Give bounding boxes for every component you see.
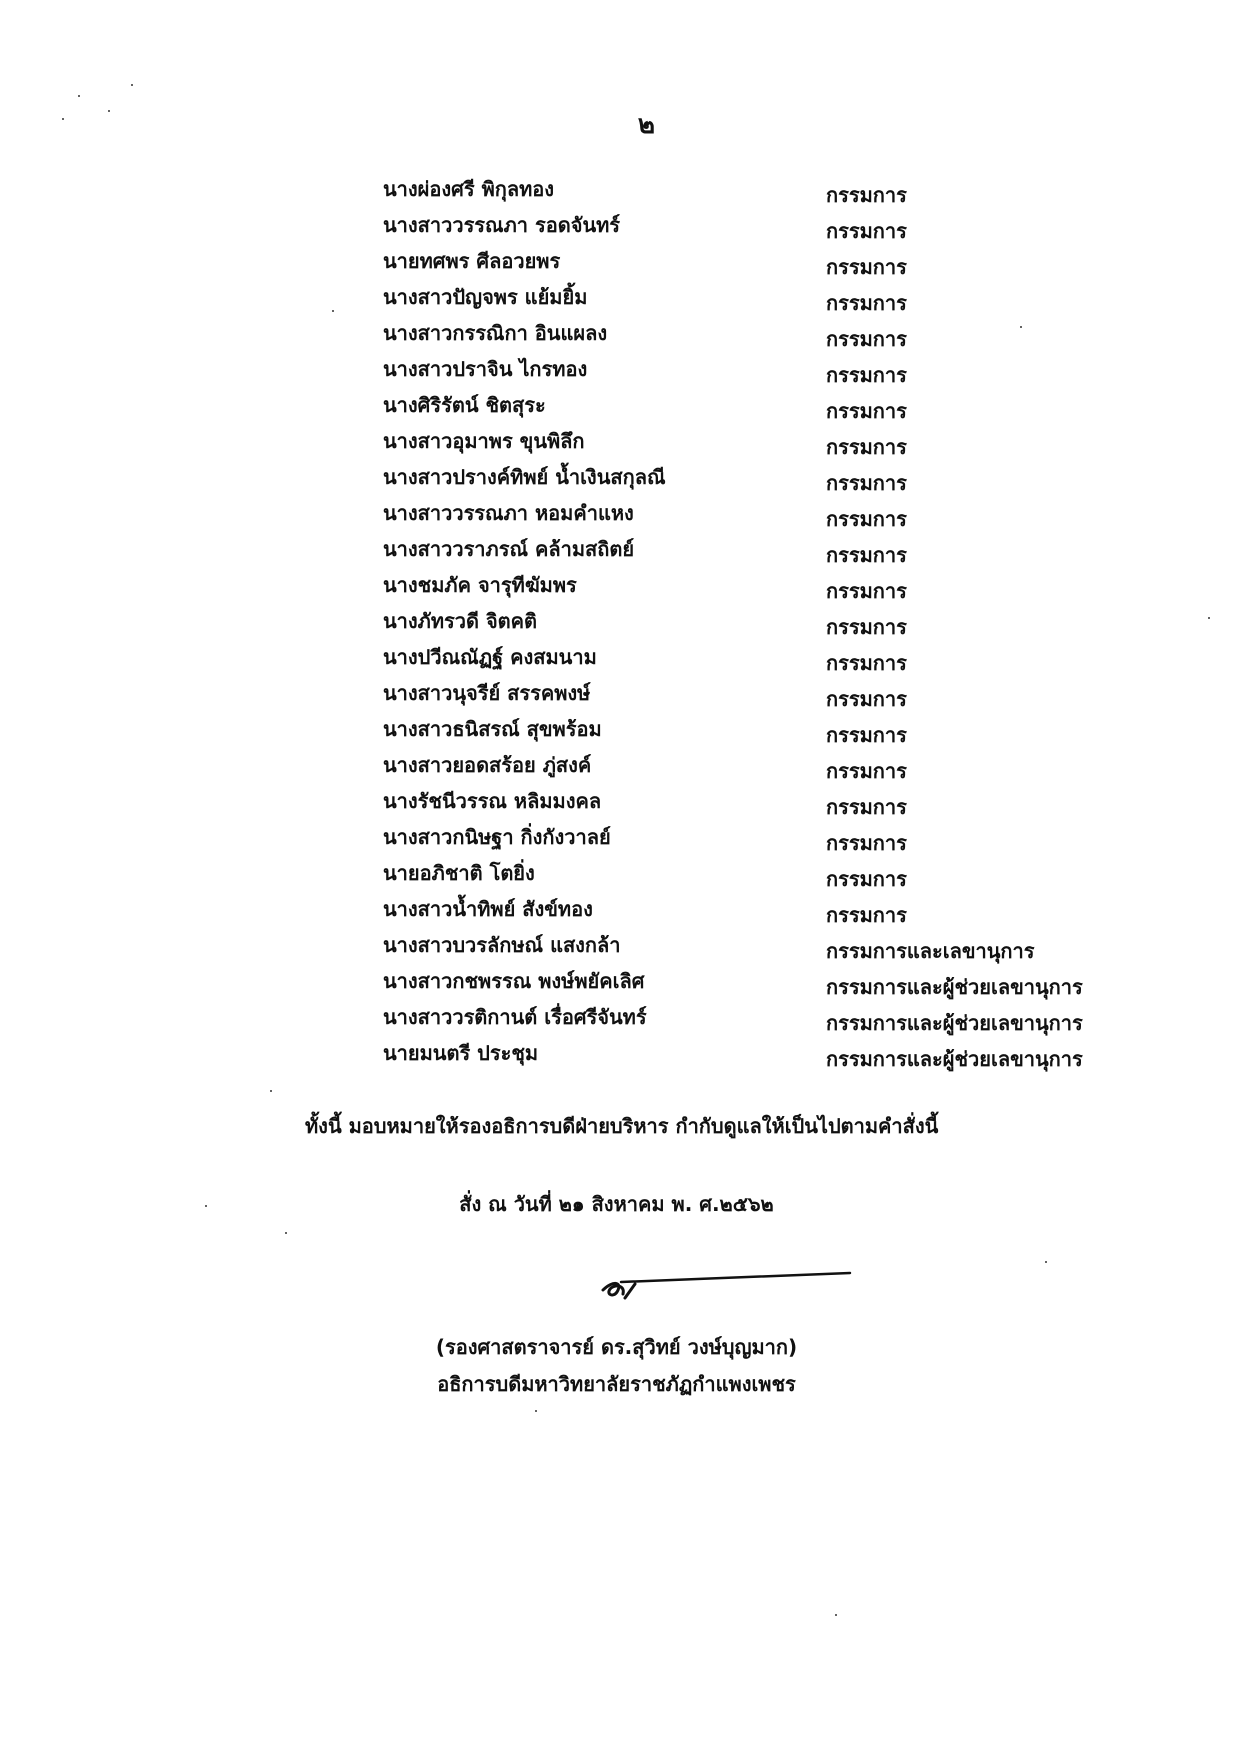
- committee-member-row: [0, 895, 1233, 931]
- member-name: นางผ่องศรี พิกุลทอง: [383, 177, 555, 201]
- scan-speck: [1208, 617, 1210, 619]
- member-role: กรรมการและผู้ช่วยเลขานุการ: [826, 975, 1083, 999]
- member-role: กรรมการ: [826, 471, 907, 495]
- member-role: กรรมการและเลขานุการ: [826, 939, 1035, 963]
- order-date: สั่ง ณ วันที่ ๒๑ สิงหาคม พ. ศ.๒๕๖๒: [459, 1192, 774, 1216]
- member-role: กรรมการ: [826, 435, 907, 459]
- scan-speck: [835, 1614, 837, 1616]
- member-name: นางศิริรัตน์ ชิตสุระ: [383, 393, 546, 417]
- member-name: นางสาววรติกานต์ เรื่อศรีจันทร์: [383, 1005, 647, 1029]
- committee-member-row: [0, 535, 1233, 571]
- assignment-statement: ทั้งนี้ มอบหมายให้รองอธิการบดีฝ่ายบริหาร กำกับดูแลให้เป็นไปตามคำสั่งนี้: [305, 1114, 939, 1138]
- member-role: กรรมการ: [826, 255, 907, 279]
- member-name: นางสาวปัญจพร แย้มยิ้ม: [383, 285, 588, 309]
- member-name: นายมนตรี ประชุม: [383, 1041, 539, 1065]
- member-role: กรรมการ: [826, 399, 907, 423]
- member-name: นางรัชนีวรรณ หลิมมงคล: [383, 789, 602, 813]
- scan-speck: [131, 84, 133, 86]
- committee-member-row: [0, 679, 1233, 715]
- scan-speck: [78, 95, 80, 97]
- member-name: นางสาวยอดสร้อย ภู่สงค์: [383, 753, 592, 777]
- member-role: กรรมการ: [826, 615, 907, 639]
- member-role: กรรมการ: [826, 543, 907, 567]
- member-name: นางสาวปรางค์ทิพย์ น้ำเงินสกุลณี: [383, 465, 666, 489]
- member-role: กรรมการ: [826, 327, 907, 351]
- member-name: นางสาวธนิสรณ์ สุขพร้อม: [383, 717, 602, 741]
- member-name: นางสาวกรรณิกา อินแผลง: [383, 321, 608, 345]
- committee-member-row: [0, 571, 1233, 607]
- committee-list: [0, 175, 1233, 1075]
- member-role: กรรมการ: [826, 219, 907, 243]
- member-role: กรรมการและผู้ช่วยเลขานุการ: [826, 1011, 1083, 1035]
- committee-member-row: [0, 715, 1233, 751]
- member-role: กรรมการ: [826, 183, 907, 207]
- member-name: นางสาวกชพรรณ พงษ์พยัคเลิศ: [383, 969, 645, 993]
- member-role: กรรมการ: [826, 579, 907, 603]
- committee-member-row: [0, 1039, 1233, 1075]
- committee-member-row: [0, 751, 1233, 787]
- member-name: นางสาวอุมาพร ขุนพิลึก: [383, 429, 585, 453]
- member-role: กรรมการและผู้ช่วยเลขานุการ: [826, 1047, 1083, 1071]
- committee-member-row: [0, 175, 1233, 211]
- committee-member-row: [0, 319, 1233, 355]
- committee-member-row: [0, 859, 1233, 895]
- committee-member-row: [0, 463, 1233, 499]
- committee-member-row: [0, 427, 1233, 463]
- committee-member-row: [0, 823, 1233, 859]
- member-role: กรรมการ: [826, 759, 907, 783]
- member-name: นางสาววรรณภา หอมคำแหง: [383, 501, 634, 525]
- member-name: นางสาววราภรณ์ คล้ามสถิตย์: [383, 537, 635, 561]
- committee-member-row: [0, 967, 1233, 1003]
- member-name: นางภัทรวดี จิตคติ: [383, 609, 538, 633]
- scan-speck: [1045, 1261, 1047, 1263]
- committee-member-row: [0, 247, 1233, 283]
- member-role: กรรมการ: [826, 687, 907, 711]
- handwritten-signature: [595, 1262, 855, 1312]
- committee-member-row: [0, 787, 1233, 823]
- committee-member-row: [0, 1003, 1233, 1039]
- signer-position: อธิการบดีมหาวิทยาลัยราชภัฏกำแพงเพชร: [437, 1372, 796, 1396]
- scan-speck: [332, 310, 334, 312]
- page-number: ๒: [637, 110, 656, 140]
- member-name: นางสาวบวรลักษณ์ แสงกล้า: [383, 933, 621, 957]
- member-name: นายอภิชาติ โตยิ่ง: [383, 861, 535, 885]
- member-role: กรรมการ: [826, 795, 907, 819]
- member-role: กรรมการ: [826, 723, 907, 747]
- member-role: กรรมการ: [826, 903, 907, 927]
- member-name: นางสาวน้ำทิพย์ สังข์ทอง: [383, 897, 593, 921]
- scan-speck: [205, 1205, 207, 1207]
- member-role: กรรมการ: [826, 867, 907, 891]
- member-name: นายทศพร ศีลอวยพร: [383, 249, 561, 273]
- committee-member-row: [0, 211, 1233, 247]
- member-role: กรรมการ: [826, 291, 907, 315]
- member-name: นางสาวปราจิน ไกรทอง: [383, 357, 588, 381]
- committee-member-row: [0, 931, 1233, 967]
- member-role: กรรมการ: [826, 507, 907, 531]
- member-role: กรรมการ: [826, 831, 907, 855]
- committee-member-row: [0, 283, 1233, 319]
- member-role: กรรมการ: [826, 651, 907, 675]
- committee-member-row: [0, 499, 1233, 535]
- member-role: กรรมการ: [826, 363, 907, 387]
- member-name: นางปวีณณัฏฐ์ คงสมนาม: [383, 645, 597, 669]
- committee-member-row: [0, 643, 1233, 679]
- member-name: นางสาวนุจรีย์ สรรคพงษ์: [383, 681, 591, 705]
- scan-speck: [535, 1410, 537, 1412]
- signer-name: (รองศาสตราจารย์ ดร.สุวิทย์ วงษ์บุญมาก): [435, 1335, 798, 1359]
- scan-speck: [270, 1090, 272, 1092]
- scan-speck: [62, 118, 64, 120]
- scan-speck: [1020, 326, 1022, 328]
- member-name: นางสาววรรณภา รอดจันทร์: [383, 213, 621, 237]
- member-name: นางสาวกนิษฐา กิ่งกังวาลย์: [383, 825, 611, 849]
- committee-member-row: [0, 355, 1233, 391]
- scan-speck: [285, 1232, 287, 1234]
- scan-speck: [108, 110, 110, 112]
- member-name: นางชมภัค จารุทีฆัมพร: [383, 573, 577, 597]
- committee-member-row: [0, 391, 1233, 427]
- committee-member-row: [0, 607, 1233, 643]
